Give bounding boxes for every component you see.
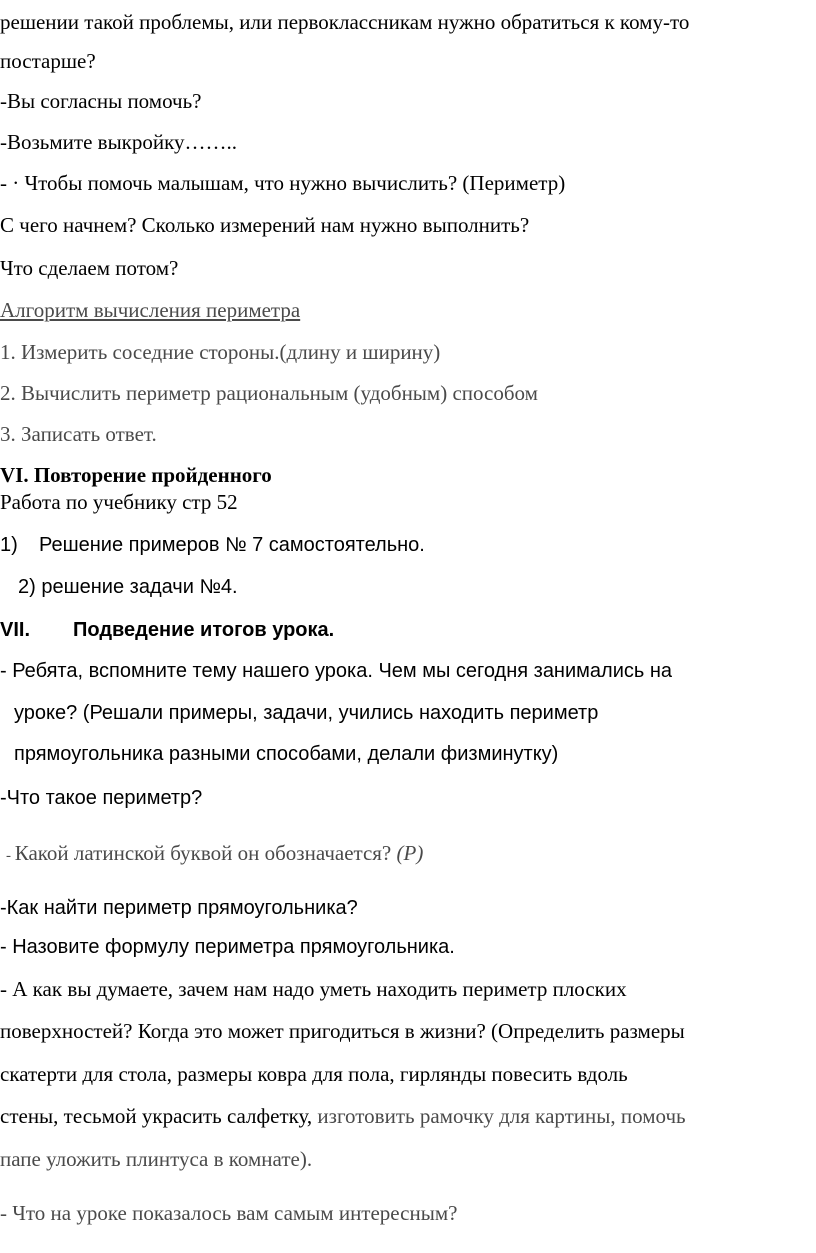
text-line: - · Чтобы помочь малышам, что нужно вычислить? (Периметр) (0, 171, 566, 195)
text-line: прямоугольника разными способами, делали физминутку) (14, 743, 559, 765)
section-heading (0, 617, 335, 643)
algorithm-step: 1. Измерить соседние стороны.(длину и ширину) (0, 340, 441, 364)
text-line: скатерти для стола, размеры ковра для пола, гирлянды повесить вдоль (0, 1062, 628, 1086)
text-line: -Что такое периметр? (0, 787, 203, 809)
text-line: -Возьмите выкройку…….. (0, 130, 238, 154)
section-title: Подведение итогов урока. (73, 619, 335, 641)
text-span: изготовить рамочку для картины, помочь (317, 1104, 686, 1128)
question-text: Какой латинской буквой он обозначается? (14, 841, 397, 865)
dash: - (6, 848, 15, 864)
text-line: папе уложить плинтуса в комнате). (0, 1147, 313, 1171)
algorithm-step: 3. Записать ответ. (0, 422, 157, 446)
section-number: VII. (0, 619, 31, 641)
algorithm-step: 2. Вычислить периметр рациональным (удобным) способом (0, 381, 538, 405)
algorithm-title: Алгоритм вычисления периметра (0, 298, 301, 322)
text-line (6, 840, 423, 869)
answer-text: (Р) (396, 841, 424, 865)
text-line: - Что на уроке показалось вам самым интересным? (0, 1201, 458, 1225)
text-line: решении такой проблемы, или первоклассникам нужно обратиться к кому-то (0, 10, 690, 34)
text-line: - А как вы думаете, зачем нам надо уметь находить периметр плоских (0, 977, 627, 1001)
text-line: С чего начнем? Сколько измерений нам нужно выполнить? (0, 213, 530, 237)
text-line: Что сделаем потом? (0, 256, 179, 280)
text-line: уроке? (Решали примеры, задачи, учились находить периметр (14, 702, 599, 724)
list-item: 2) решение задачи №4. (18, 576, 238, 598)
text-line: - Ребята, вспомните тему нашего урока. Чем мы сегодня занимались на (0, 660, 673, 682)
section-heading: VI. Повторение пройденного (0, 463, 272, 487)
text-line: поверхностей? Когда это может пригодиться в жизни? (Определить размеры (0, 1019, 685, 1043)
text-line: -Вы согласны помочь? (0, 89, 202, 113)
text-line: -Как найти периметр прямоугольника? (0, 897, 358, 919)
text-line (0, 1103, 686, 1129)
text-line: Работа по учебнику стр 52 (0, 490, 238, 514)
list-item (0, 532, 425, 558)
text-span: стены, тесьмой украсить салфетку, (0, 1104, 318, 1128)
list-text: Решение примеров № 7 самостоятельно. (39, 534, 425, 556)
text-line: постарше? (0, 49, 96, 73)
text-line: - Назовите формулу периметра прямоугольника. (0, 936, 455, 958)
list-number: 1) (0, 534, 18, 556)
